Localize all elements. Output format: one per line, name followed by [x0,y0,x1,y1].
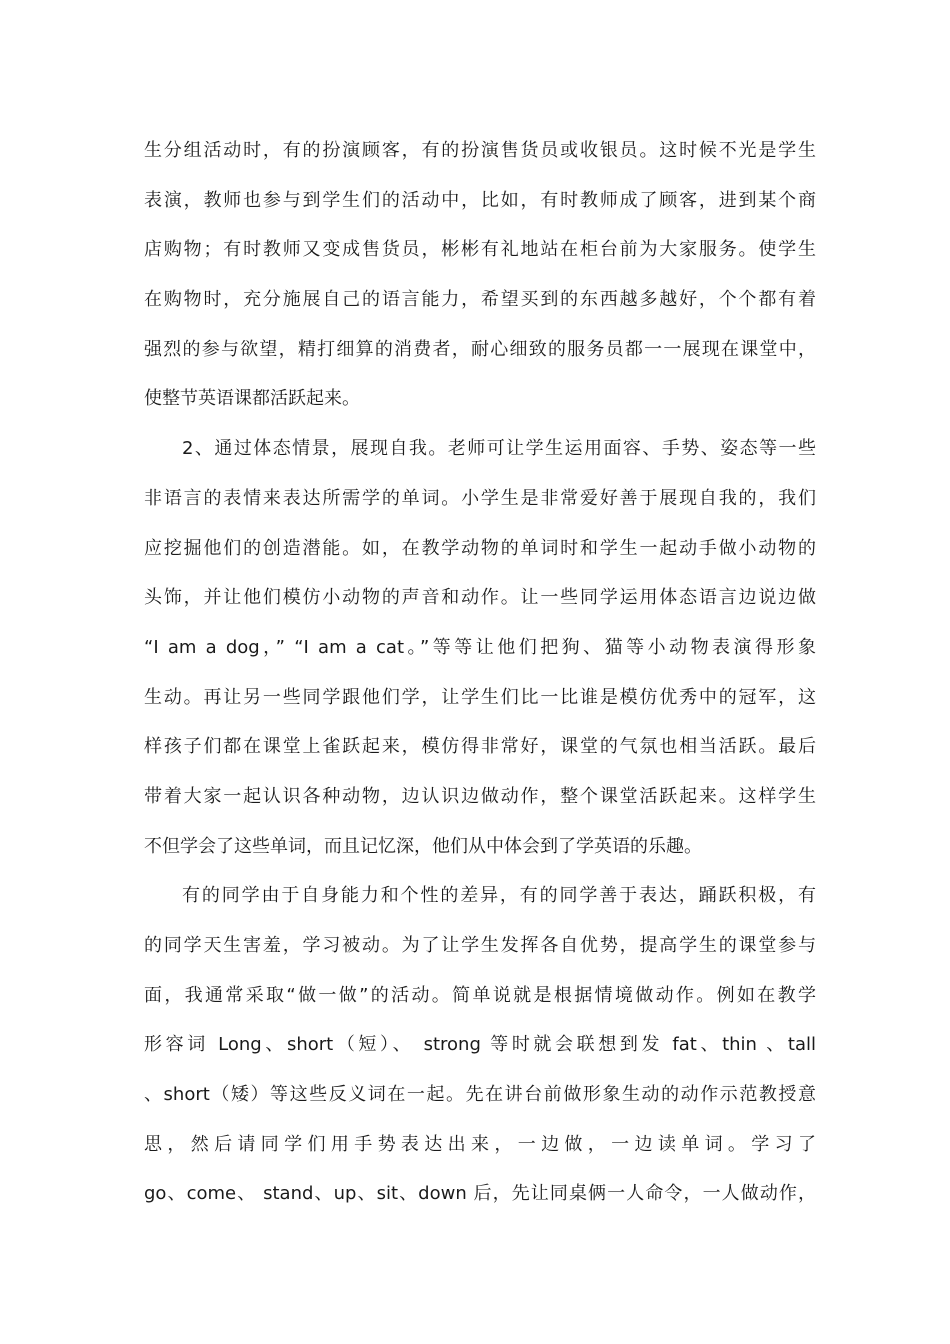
text-line: 店购物；有时教师又变成售货员，彬彬有礼地站在柜台前为大家服务。使学生 [144,239,816,261]
text-line: 强烈的参与欲望，精打细算的消费者，耐心细致的服务员都一一展现在课堂中， [144,338,816,360]
text-line: 生动。再让另一些同学跟他们学，让学生们比一比谁是模仿优秀中的冠军，这 [144,686,816,708]
text-line: 形容词 Long、short（短）、 strong 等时就会联想到发 fat、thin 、tall [144,1034,816,1056]
paragraph-shopping-activity [144,126,816,424]
text-line: 不但学会了这些单词，而且记忆深，他们从中体会到了学英语的乐趣。 [144,835,702,857]
text-line: 样孩子们都在课堂上雀跃起来，模仿得非常好，课堂的气氛也相当活跃。最后 [144,736,816,758]
text-line: 、short（矮）等这些反义词在一起。先在讲台前做形象生动的动作示范教授意 [144,1084,816,1106]
text-line: 表演，教师也参与到学生们的活动中，比如，有时教师成了顾客，进到某个商 [144,189,816,211]
text-line: 带着大家一起认识各种动物，边认识边做动作，整个课堂活跃起来。这样学生 [144,785,816,807]
text-line: 非语言的表情来表达所需学的单词。小学生是非常爱好善于展现自我的，我们 [144,487,816,509]
text-line: 生分组活动时，有的扮演顾客，有的扮演售货员或收银员。这时候不光是学生 [144,140,816,161]
paragraph-body-language [144,424,816,871]
text-line: 头饰，并让他们模仿小动物的声音和动作。让一些同学运用体态语言边说边做 [144,587,816,609]
text-line: 的同学天生害羞，学习被动。为了让学生发挥各自优势，提高学生的课堂参与 [144,935,816,956]
text-line: 有的同学由于自身能力和个性的差异，有的同学善于表达，踊跃积极，有 [182,885,816,907]
text-line: 面，我通常采取“做一做”的活动。简单说就是根据情境做动作。例如在教学 [144,984,816,1006]
text-line: 在购物时，充分施展自己的语言能力，希望买到的东西越多越好，个个都有着 [144,289,816,311]
text-line: 应挖掘他们的创造潜能。如，在教学动物的单词时和学生一起动手做小动物的 [144,537,816,559]
text-line: 思，然后请同学们用手势表达出来，一边做，一边读单词。学习了 [144,1133,816,1155]
text-line: go、come、 stand、up、sit、down 后，先让同桌俩一人命令，一人做动作， [144,1183,816,1205]
text-line: “I am a dog，” “I am a cat。”等等让他们把狗、猫等小动物表演得形象 [144,636,816,658]
document-body [144,126,816,1219]
text-line: 使整节英语课都活跃起来。 [144,388,360,410]
text-line: 2、通过体态情景，展现自我。老师可让学生运用面容、手势、姿态等一些 [182,438,816,460]
paragraph-do-activity [144,871,816,1219]
